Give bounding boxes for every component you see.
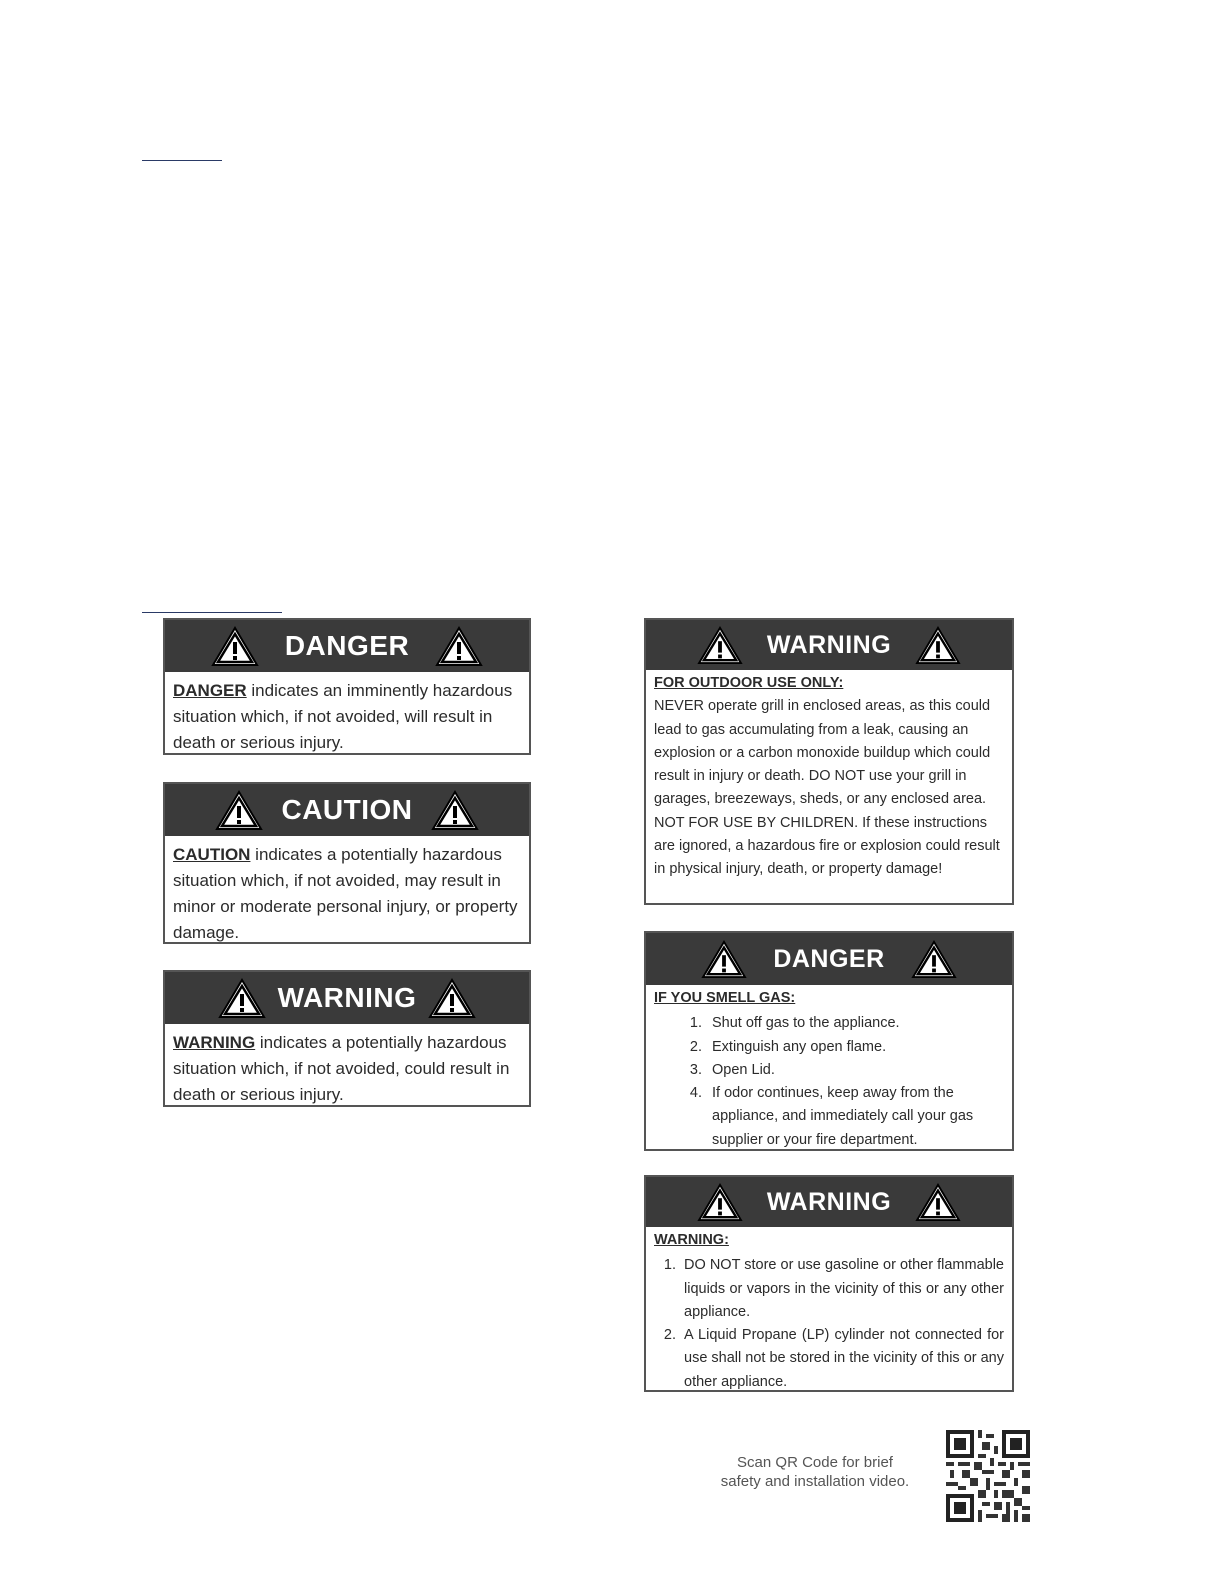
sign-header bbox=[165, 972, 529, 1024]
list-item: 2. Extinguish any open flame. bbox=[706, 1036, 1004, 1059]
sign-heading: DANGER bbox=[284, 630, 410, 661]
list-item: 4. If odor continues, keep away from the appliance, and immediately call your gas supplier or your fire department. bbox=[706, 1082, 1004, 1152]
sign-body bbox=[165, 672, 529, 760]
sign-text: NEVER operate grill in enclosed areas, as this could lead to gas accumulating from a leak, causing an explosion or a carbon monoxide buildup which could result in injury or death. DO NOT use your grill in garages, breezeways, sheds, or any enclosed area. NOT FOR USE BY CHILDREN. If these instructions are ignored, a hazardous fire or explosion could result in physical injury, death, or property damage! bbox=[654, 698, 1000, 878]
sign-header bbox=[646, 1177, 1012, 1227]
gas-smell-danger-sign bbox=[644, 931, 1014, 1151]
warning-definition-sign bbox=[163, 970, 531, 1107]
sign-body bbox=[646, 985, 1012, 1156]
sign-section-title: IF YOU SMELL GAS: bbox=[654, 990, 796, 1006]
list-item: 1. Shut off gas to the appliance. bbox=[706, 1012, 1004, 1035]
outdoor-use-warning-sign bbox=[644, 618, 1014, 905]
steps-list bbox=[654, 1012, 1004, 1152]
list-item: 1. DO NOT store or use gasoline or other flammable liquids or vapors in the vicinity of this or any other appliance. bbox=[680, 1254, 1004, 1324]
sign-body bbox=[646, 670, 1012, 886]
sign-heading: WARNING bbox=[277, 982, 417, 1013]
sign-heading: DANGER bbox=[773, 944, 885, 973]
sign-header bbox=[165, 784, 529, 836]
sign-text: indicates a potentially hazardous situation which, if not avoided, could result in death or serious injury. bbox=[173, 1033, 510, 1104]
warning-triangle-icon bbox=[435, 625, 483, 667]
section-rule bbox=[142, 612, 282, 613]
top-rule bbox=[142, 160, 222, 161]
sign-text: indicates a potentially hazardous situation which, if not avoided, may result in minor or moderate personal injury, or property damage. bbox=[173, 845, 518, 942]
warning-triangle-icon bbox=[215, 789, 263, 831]
warning-triangle-icon bbox=[915, 1182, 961, 1222]
warning-triangle-icon bbox=[697, 625, 743, 665]
warning-triangle-icon bbox=[211, 625, 259, 667]
caution-definition-sign bbox=[163, 782, 531, 944]
sign-section-title: FOR OUTDOOR USE ONLY: bbox=[654, 675, 844, 691]
sign-header bbox=[165, 620, 529, 672]
warning-triangle-icon bbox=[701, 939, 747, 979]
storage-warning-sign bbox=[644, 1175, 1014, 1392]
sign-header bbox=[646, 933, 1012, 985]
sign-keyword: CAUTION bbox=[173, 845, 251, 864]
warning-triangle-icon bbox=[431, 789, 479, 831]
warning-triangle-icon bbox=[911, 939, 957, 979]
warning-triangle-icon bbox=[218, 977, 266, 1019]
sign-keyword: WARNING bbox=[173, 1033, 256, 1052]
sign-heading: CAUTION bbox=[281, 794, 413, 825]
list-item: 3. Open Lid. bbox=[706, 1059, 1004, 1082]
danger-definition-sign bbox=[163, 618, 531, 755]
sign-body bbox=[165, 1024, 529, 1112]
warning-triangle-icon bbox=[697, 1182, 743, 1222]
sign-header bbox=[646, 620, 1012, 670]
sign-heading: WARNING bbox=[766, 1187, 892, 1216]
warning-list bbox=[654, 1254, 1004, 1394]
qr-code-icon[interactable] bbox=[946, 1430, 1030, 1522]
sign-body bbox=[646, 1227, 1012, 1398]
sign-heading: WARNING bbox=[766, 630, 892, 659]
sign-keyword: DANGER bbox=[173, 681, 247, 700]
sign-body bbox=[165, 836, 529, 950]
warning-triangle-icon bbox=[428, 977, 476, 1019]
qr-caption: Scan QR Code for brief safety and installation video. bbox=[720, 1454, 910, 1490]
sign-section-title: WARNING: bbox=[654, 1232, 729, 1248]
list-item: 2. A Liquid Propane (LP) cylinder not connected for use shall not be stored in the vicinity of this or any other appliance. bbox=[680, 1324, 1004, 1394]
warning-triangle-icon bbox=[915, 625, 961, 665]
sign-text: indicates an imminently hazardous situation which, if not avoided, will result in death or serious injury. bbox=[173, 681, 513, 752]
